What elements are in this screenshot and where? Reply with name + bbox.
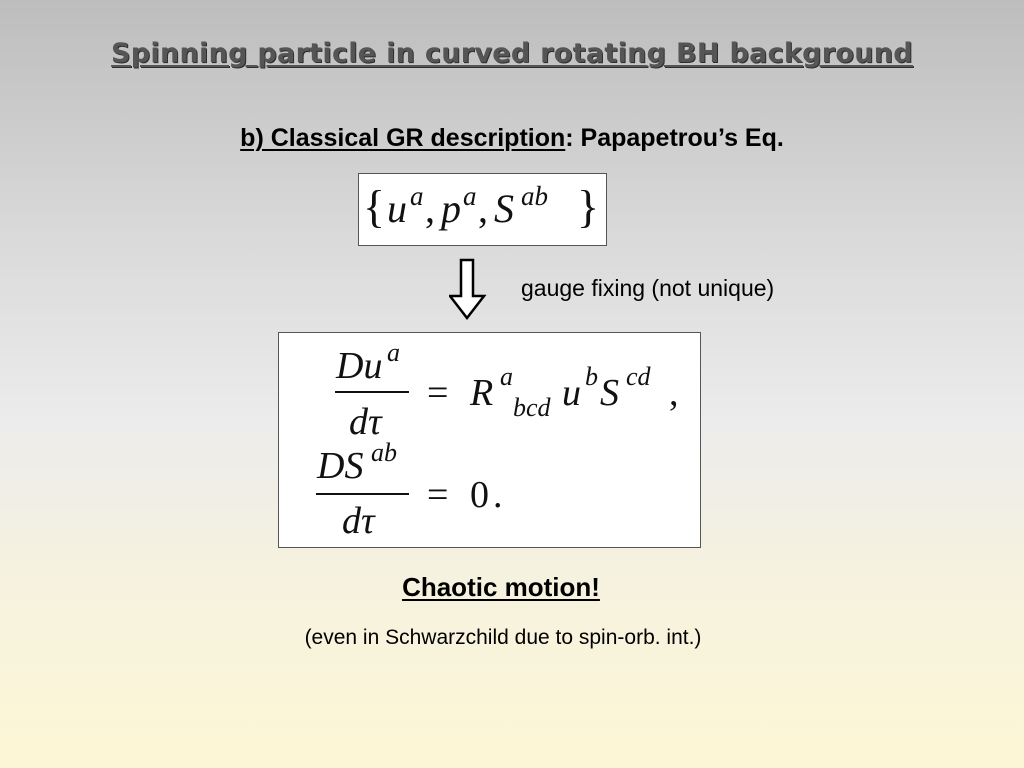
eq1-denominator-dtau: dτ xyxy=(349,401,382,443)
eq1-comma: , xyxy=(669,372,679,414)
eq1-R-lower-bcd: bcd xyxy=(513,393,551,422)
eq1-numerator-Du: Du xyxy=(336,345,383,387)
p-index-a: a xyxy=(463,181,477,211)
eq2-numerator-DS: DS xyxy=(317,445,364,487)
eq1-equals: = xyxy=(427,372,449,414)
eq1-S-upper-cd: cd xyxy=(626,362,651,391)
conclusion-note: (even in Schwarzchild due to spin-orb. int.) xyxy=(304,626,702,649)
eq2-numerator-index-ab: ab xyxy=(371,438,397,467)
gauge-fixing-label: gauge fixing (not unique) xyxy=(521,275,775,301)
comma-1: , xyxy=(425,186,435,231)
papapetrou-equations-box xyxy=(278,332,701,548)
variable-set-formula xyxy=(359,174,605,244)
eq2-equals: = xyxy=(427,474,449,516)
section-heading-underlined: b) Classical GR description xyxy=(240,124,566,152)
section-heading xyxy=(0,124,1024,153)
u-symbol: u xyxy=(387,186,407,231)
papapetrou-equations xyxy=(279,333,699,546)
eq1-R-upper-a: a xyxy=(500,362,513,391)
variable-set-box xyxy=(358,173,607,246)
eq2-period: . xyxy=(493,474,503,516)
slide-title: Spinning particle in curved rotating BH background xyxy=(111,38,913,69)
S-index-ab: ab xyxy=(521,181,548,211)
eq2-denominator-dtau: dτ xyxy=(342,500,375,542)
eq1-S: S xyxy=(600,372,619,414)
p-symbol: p xyxy=(441,186,461,231)
conclusion-heading: Chaotic motion! xyxy=(402,572,600,602)
eq1-numerator-index-a: a xyxy=(387,338,400,367)
eq2-zero: 0 xyxy=(470,474,489,516)
eq1-R: R xyxy=(470,372,494,414)
section-heading-rest: : Papapetrou’s Eq. xyxy=(565,124,784,152)
eq1-u-upper-b: b xyxy=(585,362,598,391)
S-symbol: S xyxy=(494,186,514,231)
down-arrow-icon xyxy=(449,258,489,320)
right-brace: } xyxy=(577,181,600,232)
eq1-u: u xyxy=(562,372,581,414)
u-index-a: a xyxy=(410,181,424,211)
comma-2: , xyxy=(478,186,488,231)
left-brace: { xyxy=(363,181,386,232)
